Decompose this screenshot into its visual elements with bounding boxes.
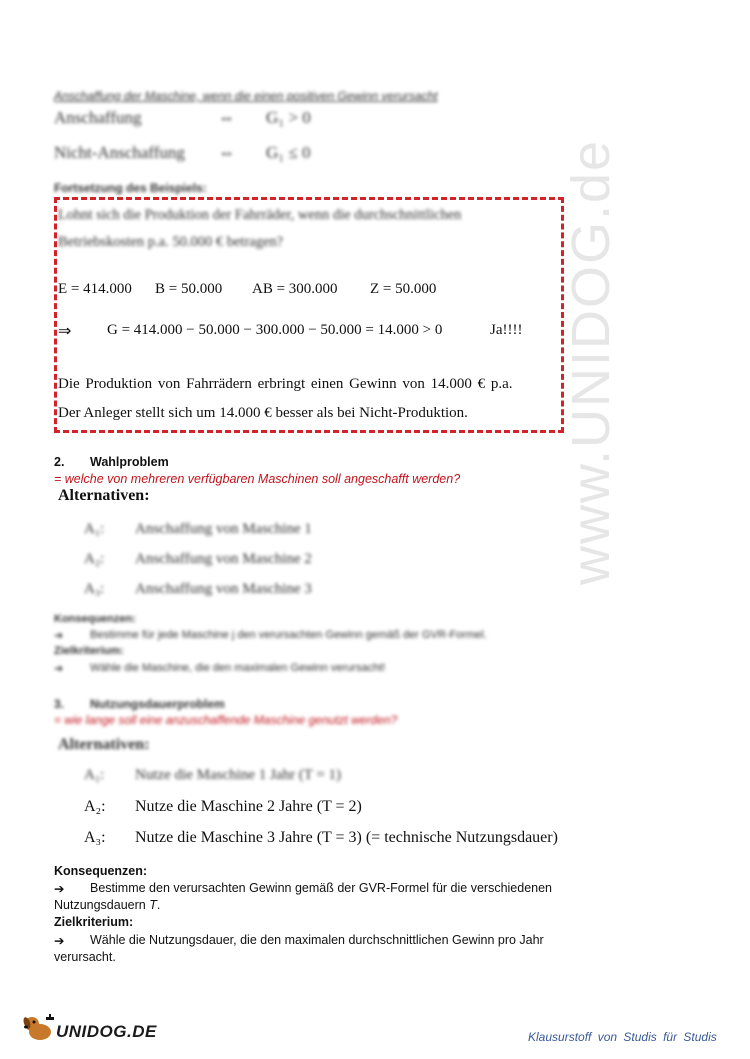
row2-condition: G₁ ≤ 0 bbox=[266, 143, 311, 162]
example-box bbox=[54, 197, 564, 433]
top-heading: Anschaffung der Maschine, wenn die einen positiven Gewinn verursacht bbox=[54, 89, 438, 103]
section3-alt1-label: A₁: bbox=[84, 767, 105, 783]
section2-alt-heading: Alternativen: bbox=[58, 487, 150, 504]
section3-ziel-line1: Wähle die Nutzungsdauer, die den maximalen durchschnittlichen Gewinn pro Jahr bbox=[90, 933, 544, 947]
example-heading: Fortsetzung des Beispiels: bbox=[54, 181, 207, 195]
section3-alt2-text: Nutze die Maschine 2 Jahre (T = 2) bbox=[135, 798, 362, 815]
kons-line2-suffix: . bbox=[156, 898, 161, 912]
section3-alt-heading: Alternativen: bbox=[58, 736, 150, 753]
example-question-line2: Betriebskosten p.a. 50.000 € betragen? bbox=[58, 234, 284, 250]
section2-subtitle: = welche von mehreren verfügbaren Maschinen soll angeschafft werden? bbox=[54, 472, 461, 486]
section3-alt3-label: A₃: bbox=[84, 829, 106, 846]
section3-alt2-label: A₂: bbox=[84, 798, 106, 815]
row1-arrow: ⇔ bbox=[218, 108, 235, 127]
row2-label: Nicht-Anschaffung bbox=[54, 143, 185, 162]
section3-ziel-arrow: ➔ bbox=[54, 934, 65, 948]
eq-z: Z = 50.000 bbox=[370, 281, 437, 297]
section2-alt2-text: Anschaffung von Maschine 2 bbox=[135, 551, 312, 567]
row2-arrow: ⇔ bbox=[218, 143, 235, 162]
section3-alt1-text: Nutze die Maschine 1 Jahr (T = 1) bbox=[135, 767, 342, 783]
implies-arrow: ⇒ bbox=[58, 323, 72, 340]
footer-tagline: Klausurstoff von Studis für Studis bbox=[528, 1030, 717, 1044]
example-question-line1: Lohnt sich die Produktion der Fahrräder, wenn die durchschnittlichen bbox=[58, 207, 462, 223]
section3-ziel-heading: Zielkriterium: bbox=[54, 915, 134, 929]
section2-alt1-text: Anschaffung von Maschine 1 bbox=[135, 521, 312, 537]
section2-kons-heading: Konsequenzen: bbox=[54, 613, 136, 625]
kons-line2-prefix: Nutzungsdauern bbox=[54, 898, 150, 912]
section2-kons-arrow: ➔ bbox=[54, 630, 64, 642]
row1-condition: G₁ > 0 bbox=[266, 108, 311, 127]
section2-kons-text: Bestimme für jede Maschine j den verursachten Gewinn gemäß der GVR-Formel. bbox=[90, 629, 487, 641]
section3-subtitle: = wie lange soll eine anzuschaffende Maschine genutzt werden? bbox=[54, 713, 398, 727]
section2-alt3-text: Anschaffung von Maschine 3 bbox=[135, 581, 312, 597]
section3-alt3-text: Nutze die Maschine 3 Jahre (T = 3) (= technische Nutzungsdauer) bbox=[135, 829, 558, 846]
conclusion-line1: Die Produktion von Fahrrädern erbringt einen Gewinn von 14.000 € p.a. bbox=[58, 376, 513, 392]
eq-ab: AB = 300.000 bbox=[252, 281, 338, 297]
section2-alt1-label: A₁: bbox=[84, 521, 105, 537]
section3-title: Nutzungsdauerproblem bbox=[90, 697, 225, 711]
section2-title: Wahlproblem bbox=[90, 455, 169, 469]
section2-number: 2. bbox=[54, 455, 65, 469]
section2-ziel-arrow: ➔ bbox=[54, 663, 64, 675]
section2-ziel-text: Wähle die Maschine, die den maximalen Gewinn verursacht! bbox=[90, 662, 386, 674]
row1-label: Anschaffung bbox=[54, 108, 142, 127]
eq-b: B = 50.000 bbox=[155, 281, 223, 297]
section2-ziel-heading: Zielkriterium: bbox=[54, 645, 124, 657]
conclusion-line2: Der Anleger stellt sich um 14.000 € besser als bei Nicht-Produktion. bbox=[58, 405, 468, 421]
section3-number: 3. bbox=[54, 697, 65, 711]
section2-alt2-label: A₂: bbox=[84, 551, 105, 567]
section3-kons-line1: Bestimme den verursachten Gewinn gemäß der GVR-Formel für die verschiedenen bbox=[90, 881, 553, 895]
section2-alt3-label: A₃: bbox=[84, 581, 105, 597]
eq-e: E = 414.000 bbox=[58, 281, 132, 297]
section3-kons-heading: Konsequenzen: bbox=[54, 864, 148, 878]
section3-ziel-line2: verursacht. bbox=[54, 950, 116, 964]
dog-logo-icon bbox=[22, 1013, 56, 1043]
gain-formula: G = 414.000 − 50.000 − 300.000 − 50.000 = 14.000 > 0 bbox=[107, 322, 443, 338]
section3-kons-arrow: ➔ bbox=[54, 882, 65, 896]
kons-line2-var: T bbox=[149, 898, 157, 912]
section3-kons-line2 bbox=[54, 898, 160, 912]
logo-text[interactable]: UNIDOG.DE bbox=[56, 1022, 157, 1041]
watermark: www.UNIDOG.de bbox=[561, 138, 621, 585]
ja-exclaim: Ja!!!! bbox=[490, 322, 523, 338]
